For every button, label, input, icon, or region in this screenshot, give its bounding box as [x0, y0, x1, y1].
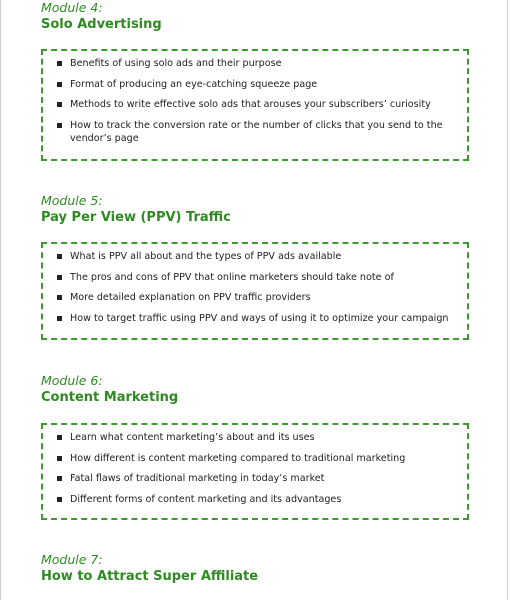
module-7-header: [41, 553, 471, 585]
list-item: [57, 312, 455, 325]
square-bullet-icon: [57, 61, 62, 66]
topic-list: [57, 431, 455, 506]
module-title: Pay Per View (PPV) Traffic: [41, 210, 231, 225]
list-item: [57, 119, 455, 145]
list-item-text: Benefits of using solo ads and their purpose: [70, 58, 282, 69]
module-title: How to Attract Super Affiliate: [41, 569, 259, 584]
module-number: Module 7:: [41, 552, 103, 567]
module-5-header: [41, 194, 471, 226]
square-bullet-icon: [57, 254, 62, 259]
list-item-text: Different forms of content marketing and its advantages: [70, 493, 342, 505]
topic-list: [57, 57, 455, 145]
module-4-topics-box: [41, 49, 469, 161]
list-item: [57, 431, 455, 444]
module-number: Module 6:: [41, 373, 103, 388]
list-item: [57, 250, 455, 263]
list-item-text: More detailed explanation on PPV traffic providers: [70, 292, 311, 303]
list-item: [57, 57, 455, 70]
list-item-text: Format of producing an eye-catching squeeze page: [70, 78, 318, 90]
list-item-text: Fatal flaws of traditional marketing in today’s market: [70, 473, 325, 484]
list-item: [57, 271, 455, 284]
square-bullet-icon: [57, 295, 62, 300]
list-item: [57, 98, 455, 111]
square-bullet-icon: [57, 497, 62, 502]
module-4-header: [41, 1, 471, 33]
square-bullet-icon: [57, 275, 62, 280]
list-item: [57, 493, 455, 506]
module-6-topics-box: [41, 423, 469, 520]
module-6-header: [41, 374, 471, 406]
list-item-text: The pros and cons of PPV that online marketers should take note of: [70, 271, 394, 283]
square-bullet-icon: [57, 316, 62, 321]
module-title: Content Marketing: [41, 390, 179, 405]
list-item: [57, 78, 455, 91]
list-item: [57, 472, 455, 485]
list-item-text: Methods to write effective solo ads that arouses your subscribers’ curiosity: [70, 99, 431, 110]
list-item-text: How different is content marketing compared to traditional marketing: [70, 452, 406, 464]
square-bullet-icon: [57, 102, 62, 107]
module-number: Module 4:: [41, 0, 103, 15]
list-item-text: What is PPV all about and the types of PPV ads available: [70, 251, 342, 262]
list-item-text: Learn what content marketing’s about and its uses: [70, 432, 315, 443]
list-item-text: How to target traffic using PPV and ways of using it to optimize your campaign: [70, 312, 449, 324]
module-number: Module 5:: [41, 193, 103, 208]
square-bullet-icon: [57, 123, 62, 128]
list-item: [57, 291, 455, 304]
topic-list: [57, 250, 455, 325]
square-bullet-icon: [57, 435, 62, 440]
square-bullet-icon: [57, 82, 62, 87]
module-5-topics-box: [41, 242, 469, 340]
module-title: Solo Advertising: [41, 17, 162, 32]
square-bullet-icon: [57, 476, 62, 481]
square-bullet-icon: [57, 456, 62, 461]
list-item-text: How to track the conversion rate or the number of clicks that you send to the vendor’s page: [70, 119, 443, 144]
list-item: [57, 452, 455, 465]
